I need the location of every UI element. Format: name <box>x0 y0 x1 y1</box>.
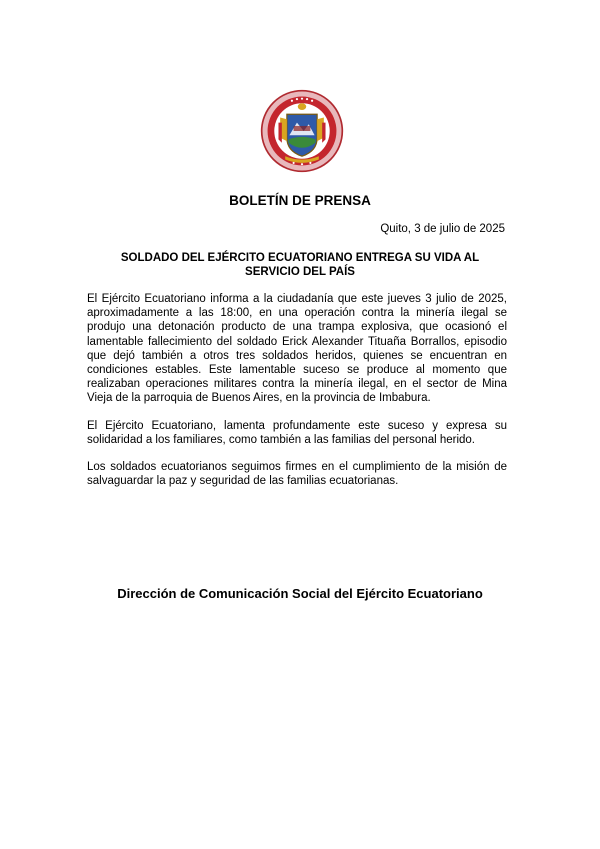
paragraph-1: El Ejército Ecuatoriano informa a la ciudadanía que este jueves 3 julio de 2025, aproximadamente a las 18:00, en una operación contra la minería ilegal se produjo una detonación producto de una trampa explosiva, que ocasionó el lamentable fallecimiento del soldado Erick Alexander Tituaña Borrallos, episodio que dejó también a otros tres soldados heridos, quienes se encuentran en condiciones estables. Este lamentable suceso se produce al momento que realizaban operaciones militares contra la minería ilegal, en el sector de Mina Vieja de la parroquia de Buenos Aires, en la provincia de Imbabura. <box>87 293 507 405</box>
army-emblem-icon <box>260 89 344 173</box>
body-text <box>87 292 507 501</box>
headline: SOLDADO DEL EJÉRCITO ECUATORIANO ENTREGA SU VIDA AL SERVICIO DEL PAÍS <box>120 252 480 278</box>
bulletin-title: BOLETÍN DE PRENSA <box>229 193 371 208</box>
signature: Dirección de Comunicación Social del Ejército Ecuatoriano <box>117 586 483 601</box>
date-line: Quito, 3 de julio de 2025 <box>380 223 505 235</box>
paragraph-3: Los soldados ecuatorianos seguimos firmes en el cumplimiento de la misión de salvaguardar la paz y seguridad de las familias ecuatorianas. <box>87 461 507 488</box>
paragraph-2: El Ejército Ecuatoriano, lamenta profundamente este suceso y expresa su solidaridad a los familiares, como también a las familias del personal herido. <box>87 419 507 446</box>
